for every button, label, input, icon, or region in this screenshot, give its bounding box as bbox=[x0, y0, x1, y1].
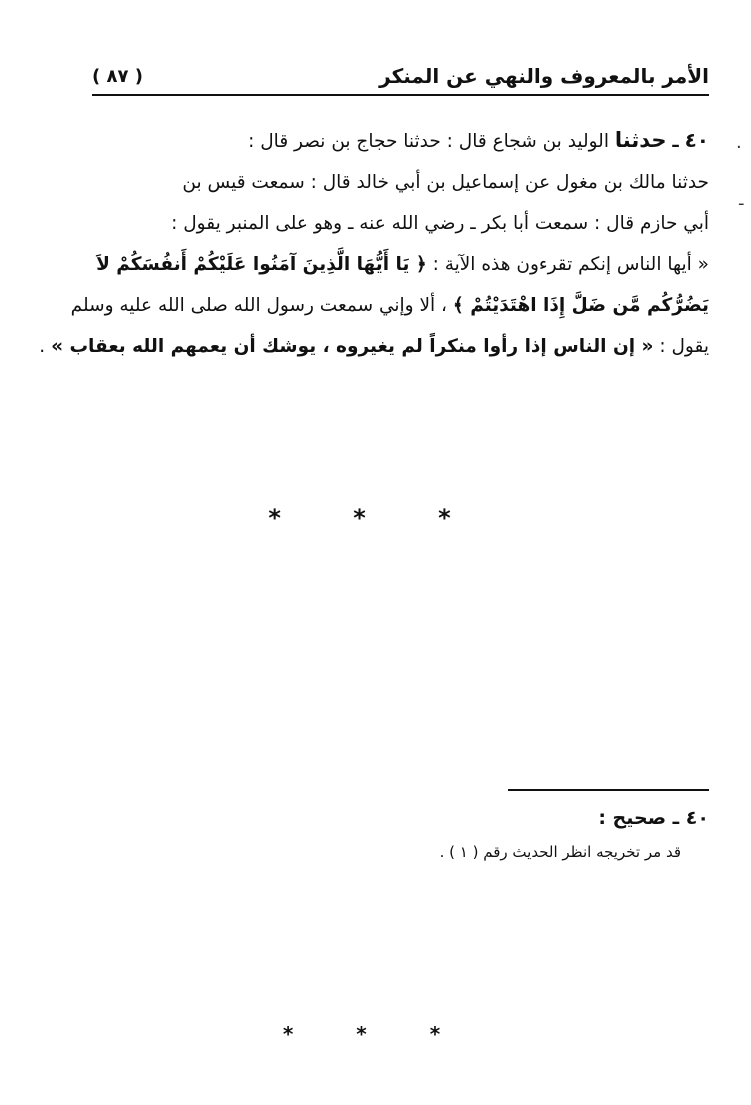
quran-verse-part-2: يَضُرُّكُم مَّن ضَلَّ إِذَا اهْتَدَيْتُمْ ﴾ bbox=[452, 295, 709, 316]
line-4-text: « أيها الناس إنكم تقرءون هذه الآية : bbox=[432, 254, 709, 275]
line-6-text: يقول : bbox=[659, 336, 709, 357]
line-5-text: ، ألا وإني سمعت رسول الله صلى الله عليه وسلم bbox=[70, 295, 448, 316]
prophetic-quote: « إن الناس إذا رأوا منكراً لم يغيروه ، يوشك أن يعمهم الله بعقاب » bbox=[51, 336, 654, 357]
hadith-line-3: أبي حازم قال : سمعت أبا بكر ـ رضي الله عنه ـ وهو على المنبر يقول : bbox=[171, 213, 709, 234]
header-rule bbox=[92, 94, 709, 96]
hadith-text bbox=[39, 120, 709, 367]
separator-stars-bottom: * * * bbox=[282, 1022, 469, 1046]
hadith-number: ٤٠ bbox=[684, 128, 709, 152]
hadith-line-4 bbox=[92, 244, 709, 285]
hadith-line-6 bbox=[39, 326, 709, 367]
margin-mark: - bbox=[738, 193, 745, 214]
page-number: ( ٨٧ ) bbox=[92, 66, 143, 87]
hadith-line-1 bbox=[92, 120, 709, 162]
hadith-line-5 bbox=[70, 285, 709, 326]
footnote-rule bbox=[508, 789, 709, 791]
running-title: الأمر بالمعروف والنهي عن المنكر bbox=[379, 64, 709, 88]
hadith-label: حدثنا bbox=[614, 128, 667, 152]
footnote bbox=[300, 800, 709, 868]
hadith-line-1-text: الوليد بن شجاع قال : حدثنا حجاج بن نصر قال : bbox=[248, 131, 609, 152]
separator-stars-top: * * * bbox=[268, 504, 483, 532]
footnote-text: قد مر تخريجه انظر الحديث رقم ( ١ ) . bbox=[439, 843, 681, 861]
line-6-end: . bbox=[39, 336, 46, 357]
margin-mark: . bbox=[736, 132, 742, 153]
hadith-line-2: حدثنا مالك بن مغول عن إسماعيل بن أبي خالد قال : سمعت قيس بن bbox=[182, 172, 709, 193]
page-header bbox=[92, 60, 709, 96]
hadith-dash: ـ bbox=[672, 131, 679, 152]
footnote-heading: ٤٠ ـ صحيح : bbox=[598, 807, 709, 829]
quran-verse-part-1: ﴿ يَا أَيُّهَا الَّذِينَ آمَنُوا عَلَيْكُمْ أَنفُسَكُمْ لاَ bbox=[96, 254, 427, 275]
